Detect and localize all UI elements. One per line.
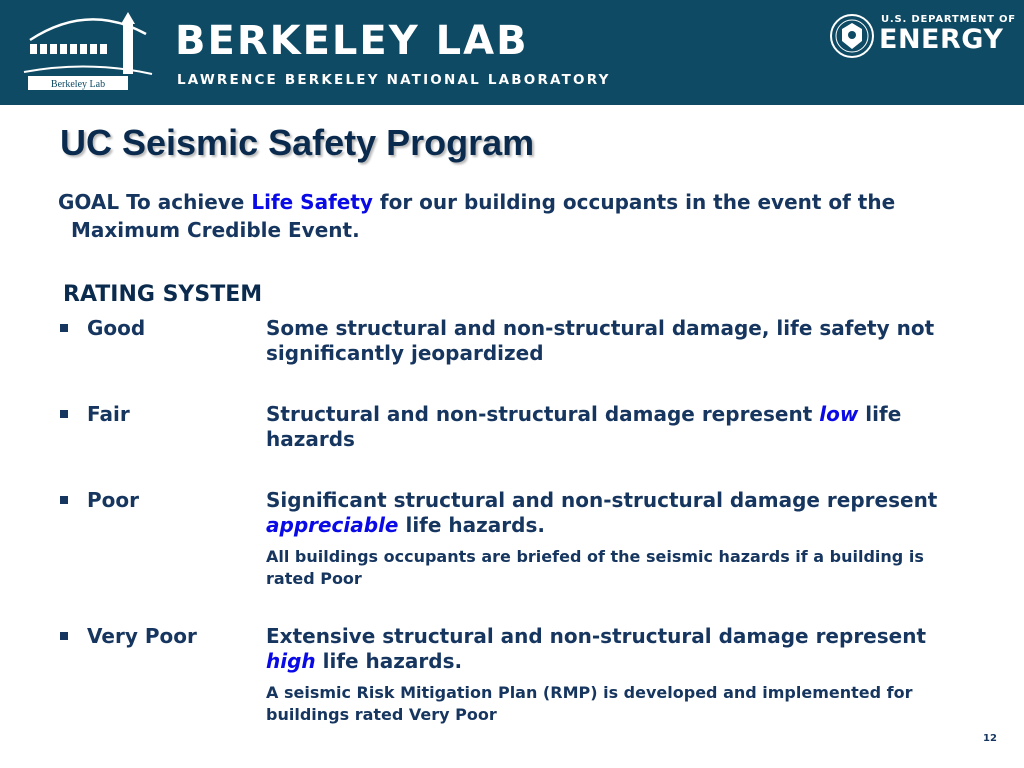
- square-bullet-icon: [60, 410, 68, 418]
- lab-subtitle: LAWRENCE BERKELEY NATIONAL LABORATORY: [177, 72, 611, 88]
- description-text-end: life hazards.: [398, 513, 545, 537]
- square-bullet-icon: [60, 496, 68, 504]
- rating-system-heading: RATING SYSTEM: [63, 282, 263, 307]
- description-text: Some structural and non-structural damage, life safety not significantly jeopardized: [266, 316, 935, 365]
- rating-name: Very Poor: [87, 624, 197, 648]
- rating-description: [266, 316, 966, 366]
- doe-energy-label: ENERGY: [879, 24, 1004, 55]
- goal-suffix: for our building occupants in the event of the Maximum Credible Event.: [71, 190, 896, 242]
- description-text-end: life hazards: [266, 402, 902, 451]
- rating-description: [266, 488, 966, 538]
- goal-prefix: GOAL To achieve: [58, 190, 252, 214]
- header-banner: [0, 0, 1024, 105]
- doe-department-label: U.S. DEPARTMENT OF: [881, 14, 1016, 25]
- description-text: Structural and non-structural damage represent: [266, 402, 820, 426]
- square-bullet-icon: [60, 632, 68, 640]
- rating-description: [266, 402, 966, 452]
- description-text: Extensive structural and non-structural damage represent: [266, 624, 927, 648]
- berkeley-lab-logo: [18, 8, 158, 94]
- rating-note: All buildings occupants are briefed of the seismic hazards if a building is rated Poor: [266, 547, 924, 588]
- description-text: Significant structural and non-structural damage represent: [266, 488, 938, 512]
- page-number: 12: [983, 733, 997, 744]
- logo-text: Berkeley Lab: [50, 79, 106, 90]
- rating-name: Fair: [87, 402, 130, 426]
- rating-note: A seismic Risk Mitigation Plan (RMP) is developed and implemented for buildings rated Very Poor: [266, 683, 913, 724]
- description-text-end: life hazards.: [315, 649, 463, 673]
- rating-name: Poor: [87, 488, 140, 512]
- hazard-emphasis: high: [266, 649, 316, 673]
- goal-statement: [58, 188, 991, 244]
- slide-title: UC Seismic Safety Program: [60, 122, 535, 163]
- doe-seal-icon: [829, 13, 875, 59]
- goal-highlight: Life Safety: [251, 190, 373, 214]
- rating-name: Good: [87, 316, 146, 340]
- lab-name: BERKELEY LAB: [175, 18, 529, 64]
- hazard-emphasis: low: [819, 402, 859, 426]
- square-bullet-icon: [60, 324, 68, 332]
- rating-description: [266, 624, 966, 674]
- hazard-emphasis: appreciable: [266, 513, 399, 537]
